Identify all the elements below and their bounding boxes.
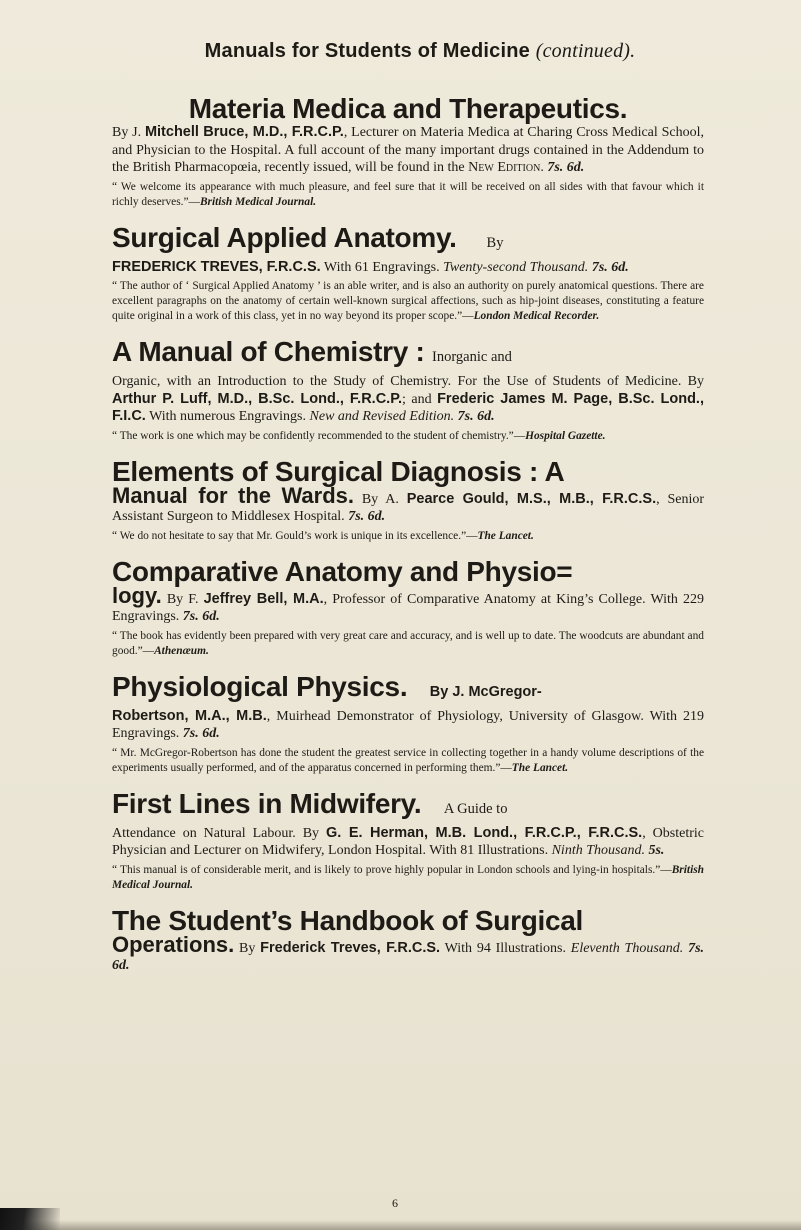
review-quote: “ Mr. McGregor-Robertson has done the student the greatest service in collecting together in a handy volume descriptions of the experiments usually performed, and of the apparatus concerned in performing them.”—The Lancet.: [112, 746, 704, 774]
review-source: British Medical Journal.: [199, 195, 317, 208]
entry-title: The Student’s Handbook of Surgical: [112, 904, 584, 936]
book-entry-materia-medica: [112, 93, 704, 210]
entry-description: Robertson, M.A., M.B., Muirhead Demonstrator of Physiology, University of Glasgow. With 219 Engravings. 7s. 6d.: [112, 707, 704, 741]
price: 5s.: [648, 843, 665, 858]
review-source: Hospital Gazette.: [525, 429, 606, 442]
entry-description: Operations. By Frederick Treves, F.R.C.S. With 94 Illustrations. Eleventh Thousand. 7s. 6d.: [112, 931, 705, 973]
entry-description: logy. By F. Jeffrey Bell, M.A., Professor of Comparative Anatomy at King’s College. With 229 Engravings. 7s. 6d.: [112, 582, 704, 624]
book-entry-manual-of-chemistry: [112, 336, 704, 444]
review-quote: “ The work is one which may be confidently recommended to the student of chemistry.”—Hospital Gazette.: [112, 429, 606, 442]
book-entry-comparative-anatomy: [112, 556, 704, 659]
review-quote: “ We welcome its appearance with much pleasure, and feel sure that it will be received on all sides with that favour which it richly deserves.”—British Medical Journal.: [112, 180, 704, 208]
book-entry-surgical-applied-anatomy: [112, 222, 704, 325]
price: 7s. 6d.: [348, 509, 386, 524]
entry-description: Manual for the Wards. By A. Pearce Gould, M.S., M.B., F.R.C.S., Senior Assistant Surgeon to Middlesex Hospital. 7s. 6d.: [112, 482, 704, 524]
entry-description: Organic, with an Introduction to the Study of Chemistry. For the Use of Students of Medicine. By Arthur P. Luff, M.D., B.Sc. Lond., F.R.C.P.; and Frederic James M. Page, B.Sc. Lond., F.I.C. With numerous Engravings. New and Revised Edition. 7s. 6d.: [112, 374, 704, 424]
entry-title: Comparative Anatomy and Physio=: [112, 555, 573, 587]
review-quote: “ The book has evidently been prepared with very great care and accuracy, and is well up to date. The woodcuts are abundant and good.”—Athenæum.: [112, 629, 704, 657]
book-entry-surgical-operations: [112, 905, 704, 975]
entry-title: Physiological Physics. By J. McGregor-: [112, 670, 542, 702]
page-edge-shadow: [0, 1220, 801, 1230]
entry-description: FREDERICK TREVES, F.R.C.S. With 61 Engravings. Twenty-second Thousand. 7s. 6d.: [112, 258, 629, 275]
price: 7s. 6d.: [182, 609, 220, 624]
entry-title: Surgical Applied Anatomy. By: [112, 221, 504, 253]
running-head-main: Manuals for Students of Medicine: [204, 40, 530, 62]
entry-title: Materia Medica and Therapeutics.: [188, 93, 628, 124]
book-entry-first-lines-in-midwifery: [112, 788, 704, 893]
review-quote: “ We do not hesitate to say that Mr. Gould’s work is unique in its excellence.”—The Lancet.: [112, 529, 534, 542]
review-source: London Medical Recorder.: [473, 310, 600, 322]
price: 7s. 6d.: [591, 259, 629, 275]
entry-description: Attendance on Natural Labour. By G. E. Herman, M.B. Lond., F.R.C.P., F.R.C.S., Obstetric Physician and Lecturer on Midwifery, London Hospital. With 81 Illustrations. Ninth Thousand. 5s.: [112, 824, 704, 858]
entry-title: A Manual of Chemistry : Inorganic and: [112, 336, 512, 367]
price: 7s. 6d.: [112, 940, 705, 973]
book-entry-physiological-physics: [112, 671, 704, 776]
price: 7s. 6d.: [182, 726, 220, 741]
page-number: 6: [392, 1196, 398, 1210]
price: 7s. 6d.: [457, 409, 495, 424]
corner-mark: [0, 1208, 60, 1230]
entry-description: By J. Mitchell Bruce, M.D., F.R.C.P., Lecturer on Materia Medica at Charing Cross Medical School, and Physician to the Hospital. A full account of the many important drugs contained in the Addendum to the British Pharmacopœia, recently issued, will be found in the New Edition. 7s. 6d.: [112, 124, 704, 175]
review-source: British Medical Journal.: [112, 863, 704, 891]
book-entry-surgical-diagnosis: [112, 456, 704, 544]
review-source: The Lancet.: [477, 529, 534, 542]
review-source: The Lancet.: [511, 761, 569, 774]
review-quote: “ The author of ‘ Surgical Applied Anatomy ’ is an able writer, and is also an authority on purely anatomical questions. There are excellent paragraphs on the anatomy of certain well-known surgical affections, such as hip-joint diseases, constituting a feature quite original in a work of this class, yet in no way beyond its proper scope.”—London Medical Recorder.: [112, 280, 704, 322]
entry-title: First Lines in Midwifery. A Guide to: [112, 787, 508, 819]
page-content: [112, 40, 704, 987]
running-head-continued: (continued).: [535, 40, 636, 62]
price: 7s. 6d.: [547, 160, 585, 175]
entry-title: Elements of Surgical Diagnosis : A: [112, 455, 565, 487]
running-head: [136, 40, 704, 63]
review-quote: “ This manual is of considerable merit, and is likely to prove highly popular in London schools and lying-in hospitals.”—British Medical Journal.: [112, 863, 704, 891]
review-source: Athenæum.: [154, 644, 209, 657]
